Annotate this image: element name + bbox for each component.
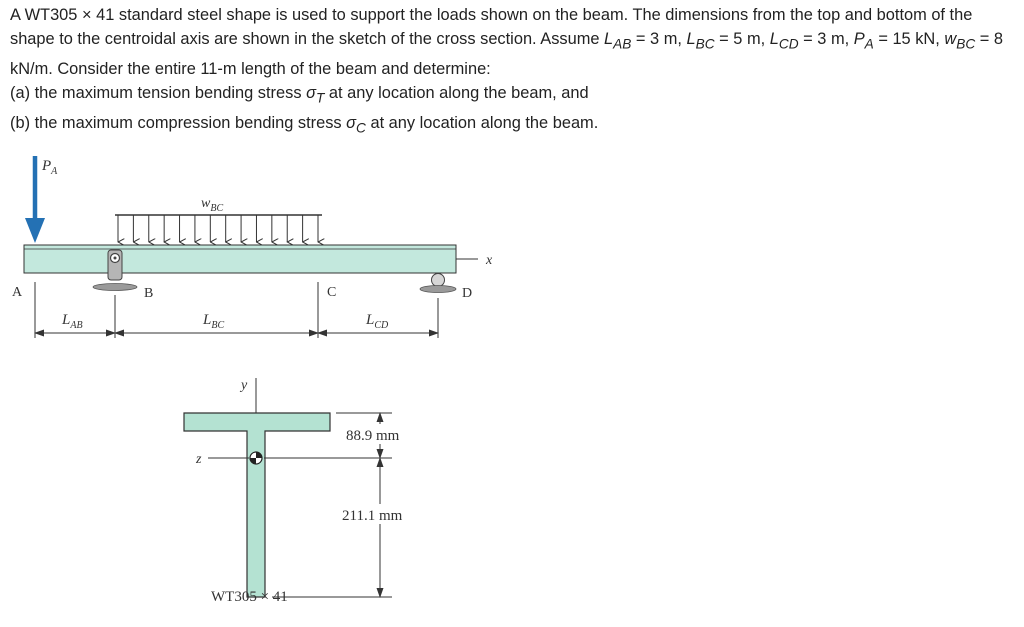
- cross-section: [184, 378, 420, 605]
- ground-d: [420, 286, 456, 293]
- x-axis-label: x: [486, 253, 493, 268]
- z-axis-label: z: [196, 452, 202, 467]
- load-label-w: $w_{BC}$: [201, 196, 224, 214]
- tee-section-shape: [184, 413, 330, 597]
- y-axis-label: y: [241, 378, 248, 393]
- dim-label-lcd: $L_{CD}$: [366, 312, 389, 331]
- shape-designation: WT305 × 41: [211, 589, 288, 605]
- centroid-icon: [250, 452, 262, 464]
- dim-label-lbc: $L_{BC}$: [203, 312, 225, 331]
- dim-label-lab: $L_{AB}$: [62, 312, 83, 331]
- point-label-b: B: [144, 286, 154, 301]
- distributed-load-wbc: [115, 196, 322, 242]
- dim-label-top: 88.9 mm: [346, 428, 400, 444]
- dim-label-bottom: 211.1 mm: [342, 508, 403, 524]
- point-load-pa: [25, 156, 58, 243]
- point-label-c: C: [327, 285, 337, 300]
- point-label-d: D: [462, 286, 473, 301]
- ground-b: [93, 284, 137, 291]
- point-label-a: A: [12, 285, 23, 300]
- problem-intro: A WT305 × 41 standard steel shape is used to support the loads shown on the beam. The dimensions from the top and bottom of the shape to the centroidal axis are shown in the sketch of the cross section. Assume $L_{AB} = 3$ m, $L_{BC} = 5$ m, $L_{CD} = 3$ m, $P_A = 15$ kN, $w_{BC} = 8$ kN/m. Consider the entire 11-m length of the beam and determine:: [10, 6, 1003, 78]
- distributed-load-arrows: [118, 215, 318, 242]
- problem-part-a: (a) the maximum tension bending stress $\sigma_T$ at any location along the beam, and: [10, 84, 589, 106]
- beam: [24, 245, 493, 273]
- roller-icon: [432, 274, 445, 287]
- support-d-roller: [420, 274, 472, 302]
- problem-part-b: (b) the maximum compression bending stress $\sigma_C$ at any location along the beam.: [10, 113, 599, 136]
- load-label-p: $P_A$: [42, 158, 58, 177]
- arrow-down-icon: [25, 218, 45, 243]
- dimension-lines: [35, 282, 438, 338]
